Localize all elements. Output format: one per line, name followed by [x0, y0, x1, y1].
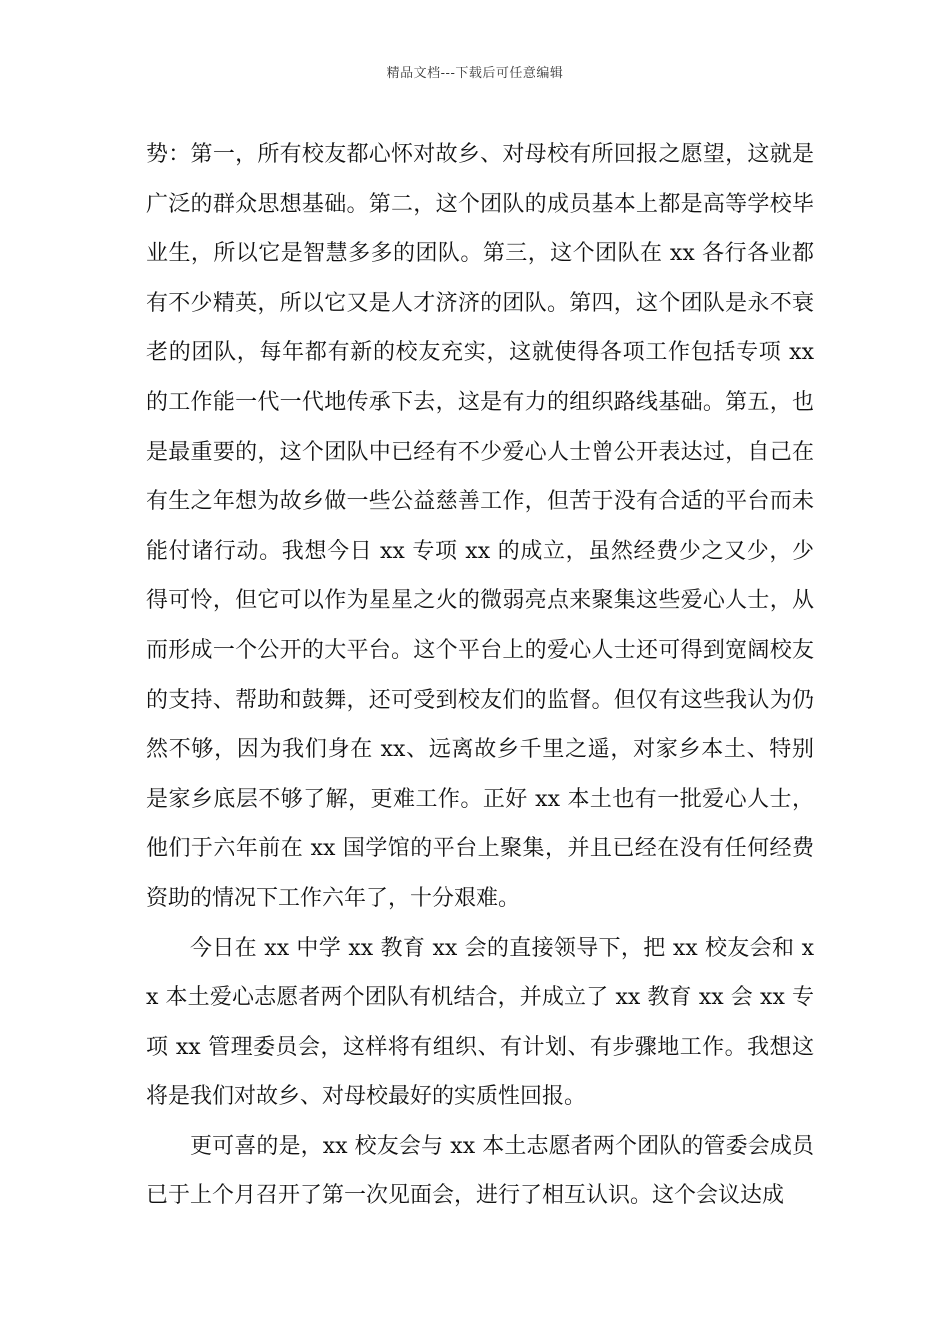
paragraph-1: 势：第一，所有校友都心怀对故乡、对母校有所回报之愿望，这就是广泛的群众思想基础。第二，这个团队的成员基本上都是高等学校毕业生，所以它是智慧多多的团队。第三，这个团队在 xx 各行各业都有不少精英，所以它又是人才济济的团队。第四，这个团队是永不衰老的团队，每年都有新的校友充实，这就使得各项工作包括专项 xx 的工作能一代一代地传承下去，这是有力的组织路线基础。第五，也是最重要的，这个团队中已经有不少爱心人士曾公开表达过，自己在有生之年想为故乡做一些公益慈善工作，但苦于没有合适的平台而未能付诸行动。我想今日 xx 专项 xx 的成立，虽然经费少之又少，少得可怜，但它可以作为星星之火的微弱亮点来聚集这些爱心人士，从而形成一个公开的大平台。这个平台上的爱心人士还可得到宽阔校友的支持、帮助和鼓舞，还可受到校友们的监督。但仅有这些我认为仍然不够，因为我们身在 xx、远离故乡千里之遥，对家乡本土、特别是家乡底层不够了解，更难工作。正好 xx 本土也有一批爱心人士，他们于六年前在 xx 国学馆的平台上聚集，并且已经在没有任何经费资助的情况下工作六年了，十分艰难。 [146, 142, 814, 911]
paragraph-2: 今日在 xx 中学 xx 教育 xx 会的直接领导下，把 xx 校友会和 xx 本土爱心志愿者两个团队有机结合，并成立了 xx 教育 xx 会 xx 专项 xx 管理委员会，这样将有组织、有计划、有步骤地工作。我想这将是我们对故乡、对母校最好的实质性回报。 [146, 935, 814, 1110]
paragraph-3: 更可喜的是，xx 校友会与 xx 本土志愿者两个团队的管委会成员已于上个月召开了第一次见面会，进行了相互认识。这个会议达成 [146, 1133, 814, 1209]
page-header: 精品文档---下载后可任意编辑 [386, 66, 564, 81]
document-body [146, 130, 814, 1221]
